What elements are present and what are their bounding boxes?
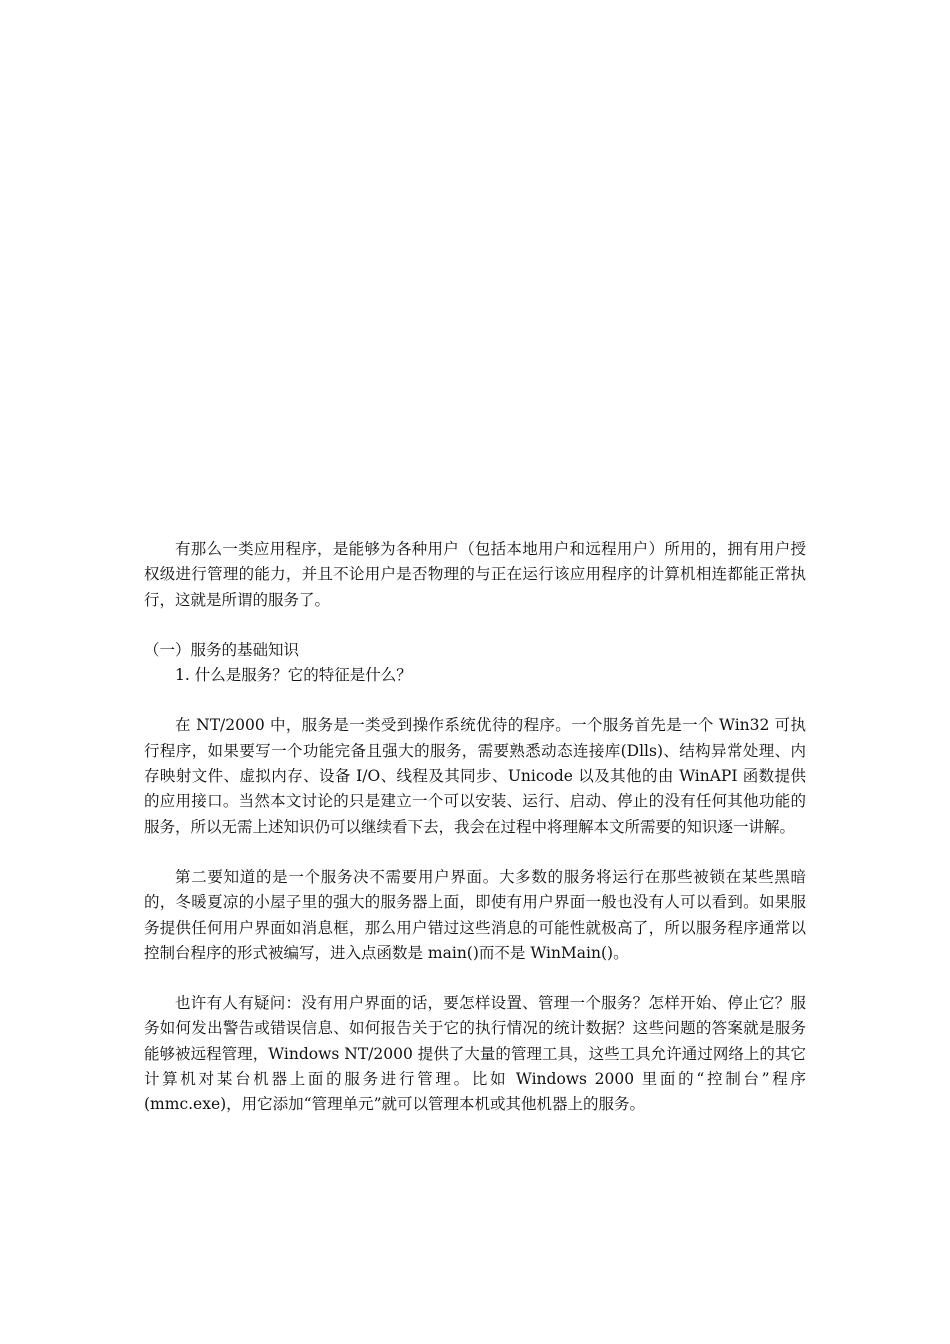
- paragraph-spacer: [144, 840, 806, 865]
- body-paragraph-3: 也许有人有疑问：没有用户界面的话，要怎样设置、管理一个服务？怎样开始、停止它？服务如何发出警告或错误信息、如何报告关于它的执行情况的统计数据？这些问题的答案就是服务能够被远程管理，Windows NT/2000 提供了大量的管理工具，这些工具允许通过网络上的其它计算机对某台机器上面的服务进行管理。比如 Windows 2000 里面的“控制台”程序(mmc.exe)，用它添加“管理单元”就可以管理本机或其他机器上的服务。: [144, 994, 806, 1114]
- paragraph-spacer: [144, 688, 806, 713]
- section-heading: （一）服务的基础知识: [144, 640, 300, 659]
- document-body: [144, 537, 806, 1118]
- paragraph-spacer: [144, 966, 806, 991]
- paragraph-spacer: [144, 613, 806, 638]
- body-paragraph-2: 第二要知道的是一个服务决不需要用户界面。大多数的服务将运行在那些被锁在某些黑暗的，冬暖夏凉的小屋子里的强大的服务器上面，即使有用户界面一般也没有人可以看到。如果服务提供任何用户界面如消息框，那么用户错过这些消息的可能性就极高了，所以服务程序通常以控制台程序的形式被编写，进入点函数是 main()而不是 WinMain()。: [144, 867, 806, 962]
- body-paragraph-1: 在 NT/2000 中，服务是一类受到操作系统优待的程序。一个服务首先是一个 Win32 可执行程序，如果要写一个功能完备且强大的服务，需要熟悉动态连接库(Dlls)、结构异常处理、内存映射文件、虚拟内存、设备 I/O、线程及其同步、Unicode 以及其他的由 WinAPI 函数提供的应用接口。当然本文讨论的只是建立一个可以安装、运行、启动、停止的没有任何其他功能的服务，所以无需上述知识仍可以继续看下去，我会在过程中将理解本文所需要的知识逐一讲解。: [144, 716, 806, 836]
- question-heading: 1. 什么是服务？它的特征是什么？: [175, 666, 412, 685]
- intro-paragraph: 有那么一类应用程序，是能够为各种用户（包括本地用户和远程用户）所用的，拥有用户授权级进行管理的能力，并且不论用户是否物理的与正在运行该应用程序的计算机相连都能正常执行，这就是所谓的服务了。: [144, 540, 806, 609]
